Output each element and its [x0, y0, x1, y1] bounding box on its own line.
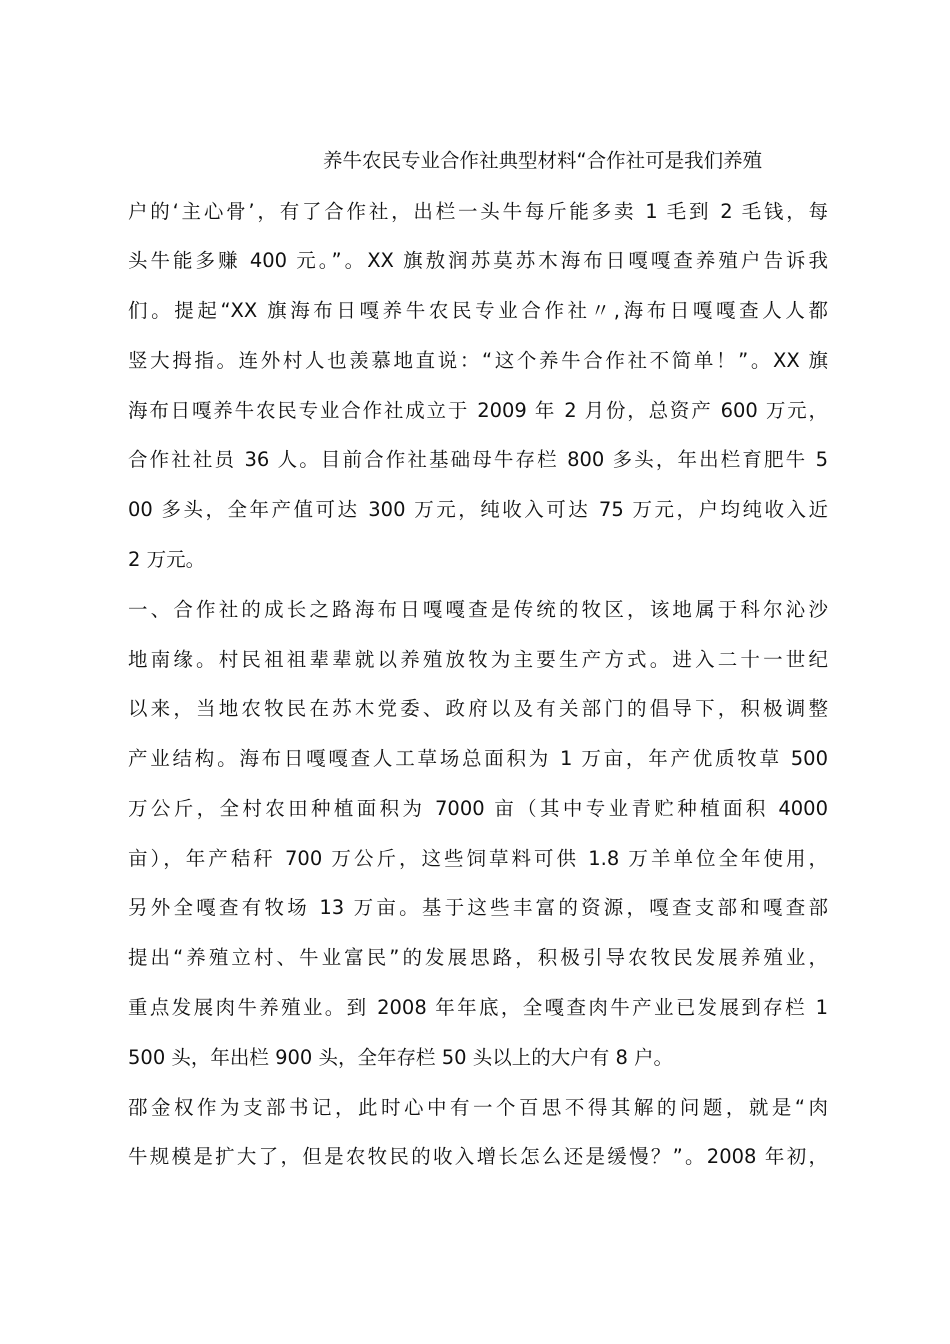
title-line: 养牛农民专业合作社典型材料“合作社可是我们养殖: [323, 149, 763, 172]
text-line: 500 头，年出栏 900 头，全年存栏 50 头以上的大户有 8 户。: [128, 1046, 674, 1069]
text-line: 们。提起“XX 旗海布日嘎养牛农民专业合作社〃,海布日嘎嘎查人人都: [128, 299, 828, 322]
text-line: 竖大拇指。连外村人也羡慕地直说：“这个养牛合作社不简单！”。XX 旗: [128, 349, 828, 372]
text-line: 提出“养殖立村、牛业富民”的发展思路，积极引导农牧民发展养殖业，: [128, 946, 828, 969]
text-line: 00 多头，全年产值可达 300 万元，纯收入可达 75 万元，户均纯收入近: [128, 498, 828, 521]
text-line: 万公斤，全村农田种植面积为 7000 亩（其中专业青贮种植面积 4000: [128, 797, 828, 820]
text-line: 以来，当地农牧民在苏木党委、政府以及有关部门的倡导下，积极调整: [128, 697, 828, 720]
text-line: 合作社社员 36 人。目前合作社基础母牛存栏 800 多头，年出栏育肥牛 5: [128, 448, 828, 471]
text-line: 地南缘。村民祖祖辈辈就以养殖放牧为主要生产方式。进入二十一世纪: [128, 648, 828, 671]
text-line: 2 万元。: [128, 548, 206, 571]
text-line: 亩），年产秸秆 700 万公斤，这些饲草料可供 1.8 万羊单位全年使用，: [128, 847, 828, 870]
text-line: 一、合作社的成长之路海布日嘎嘎查是传统的牧区，该地属于科尔沁沙: [128, 598, 828, 621]
text-line: 户的‘主心骨’，有了合作社，出栏一头牛每斤能多卖 1 毛到 2 毛钱，每: [128, 200, 828, 223]
text-line: 邵金权作为支部书记，此时心中有一个百思不得其解的问题，就是“肉: [128, 1096, 828, 1119]
text-line: 牛规模是扩大了，但是农牧民的收入增长怎么还是缓慢？”。2008 年初，: [128, 1145, 828, 1168]
text-line: 海布日嘎养牛农民专业合作社成立于 2009 年 2 月份，总资产 600 万元，: [128, 399, 828, 422]
text-line: 重点发展肉牛养殖业。到 2008 年年底，全嘎查肉牛产业已发展到存栏 1: [128, 996, 828, 1019]
text-line: 另外全嘎查有牧场 13 万亩。基于这些丰富的资源，嘎查支部和嘎查部: [128, 896, 828, 919]
text-line: 产业结构。海布日嘎嘎查人工草场总面积为 1 万亩，年产优质牧草 500: [128, 747, 828, 770]
text-line: 头牛能多赚 400 元。”。XX 旗敖润苏莫苏木海布日嘎嘎查养殖户告诉我: [128, 249, 828, 272]
